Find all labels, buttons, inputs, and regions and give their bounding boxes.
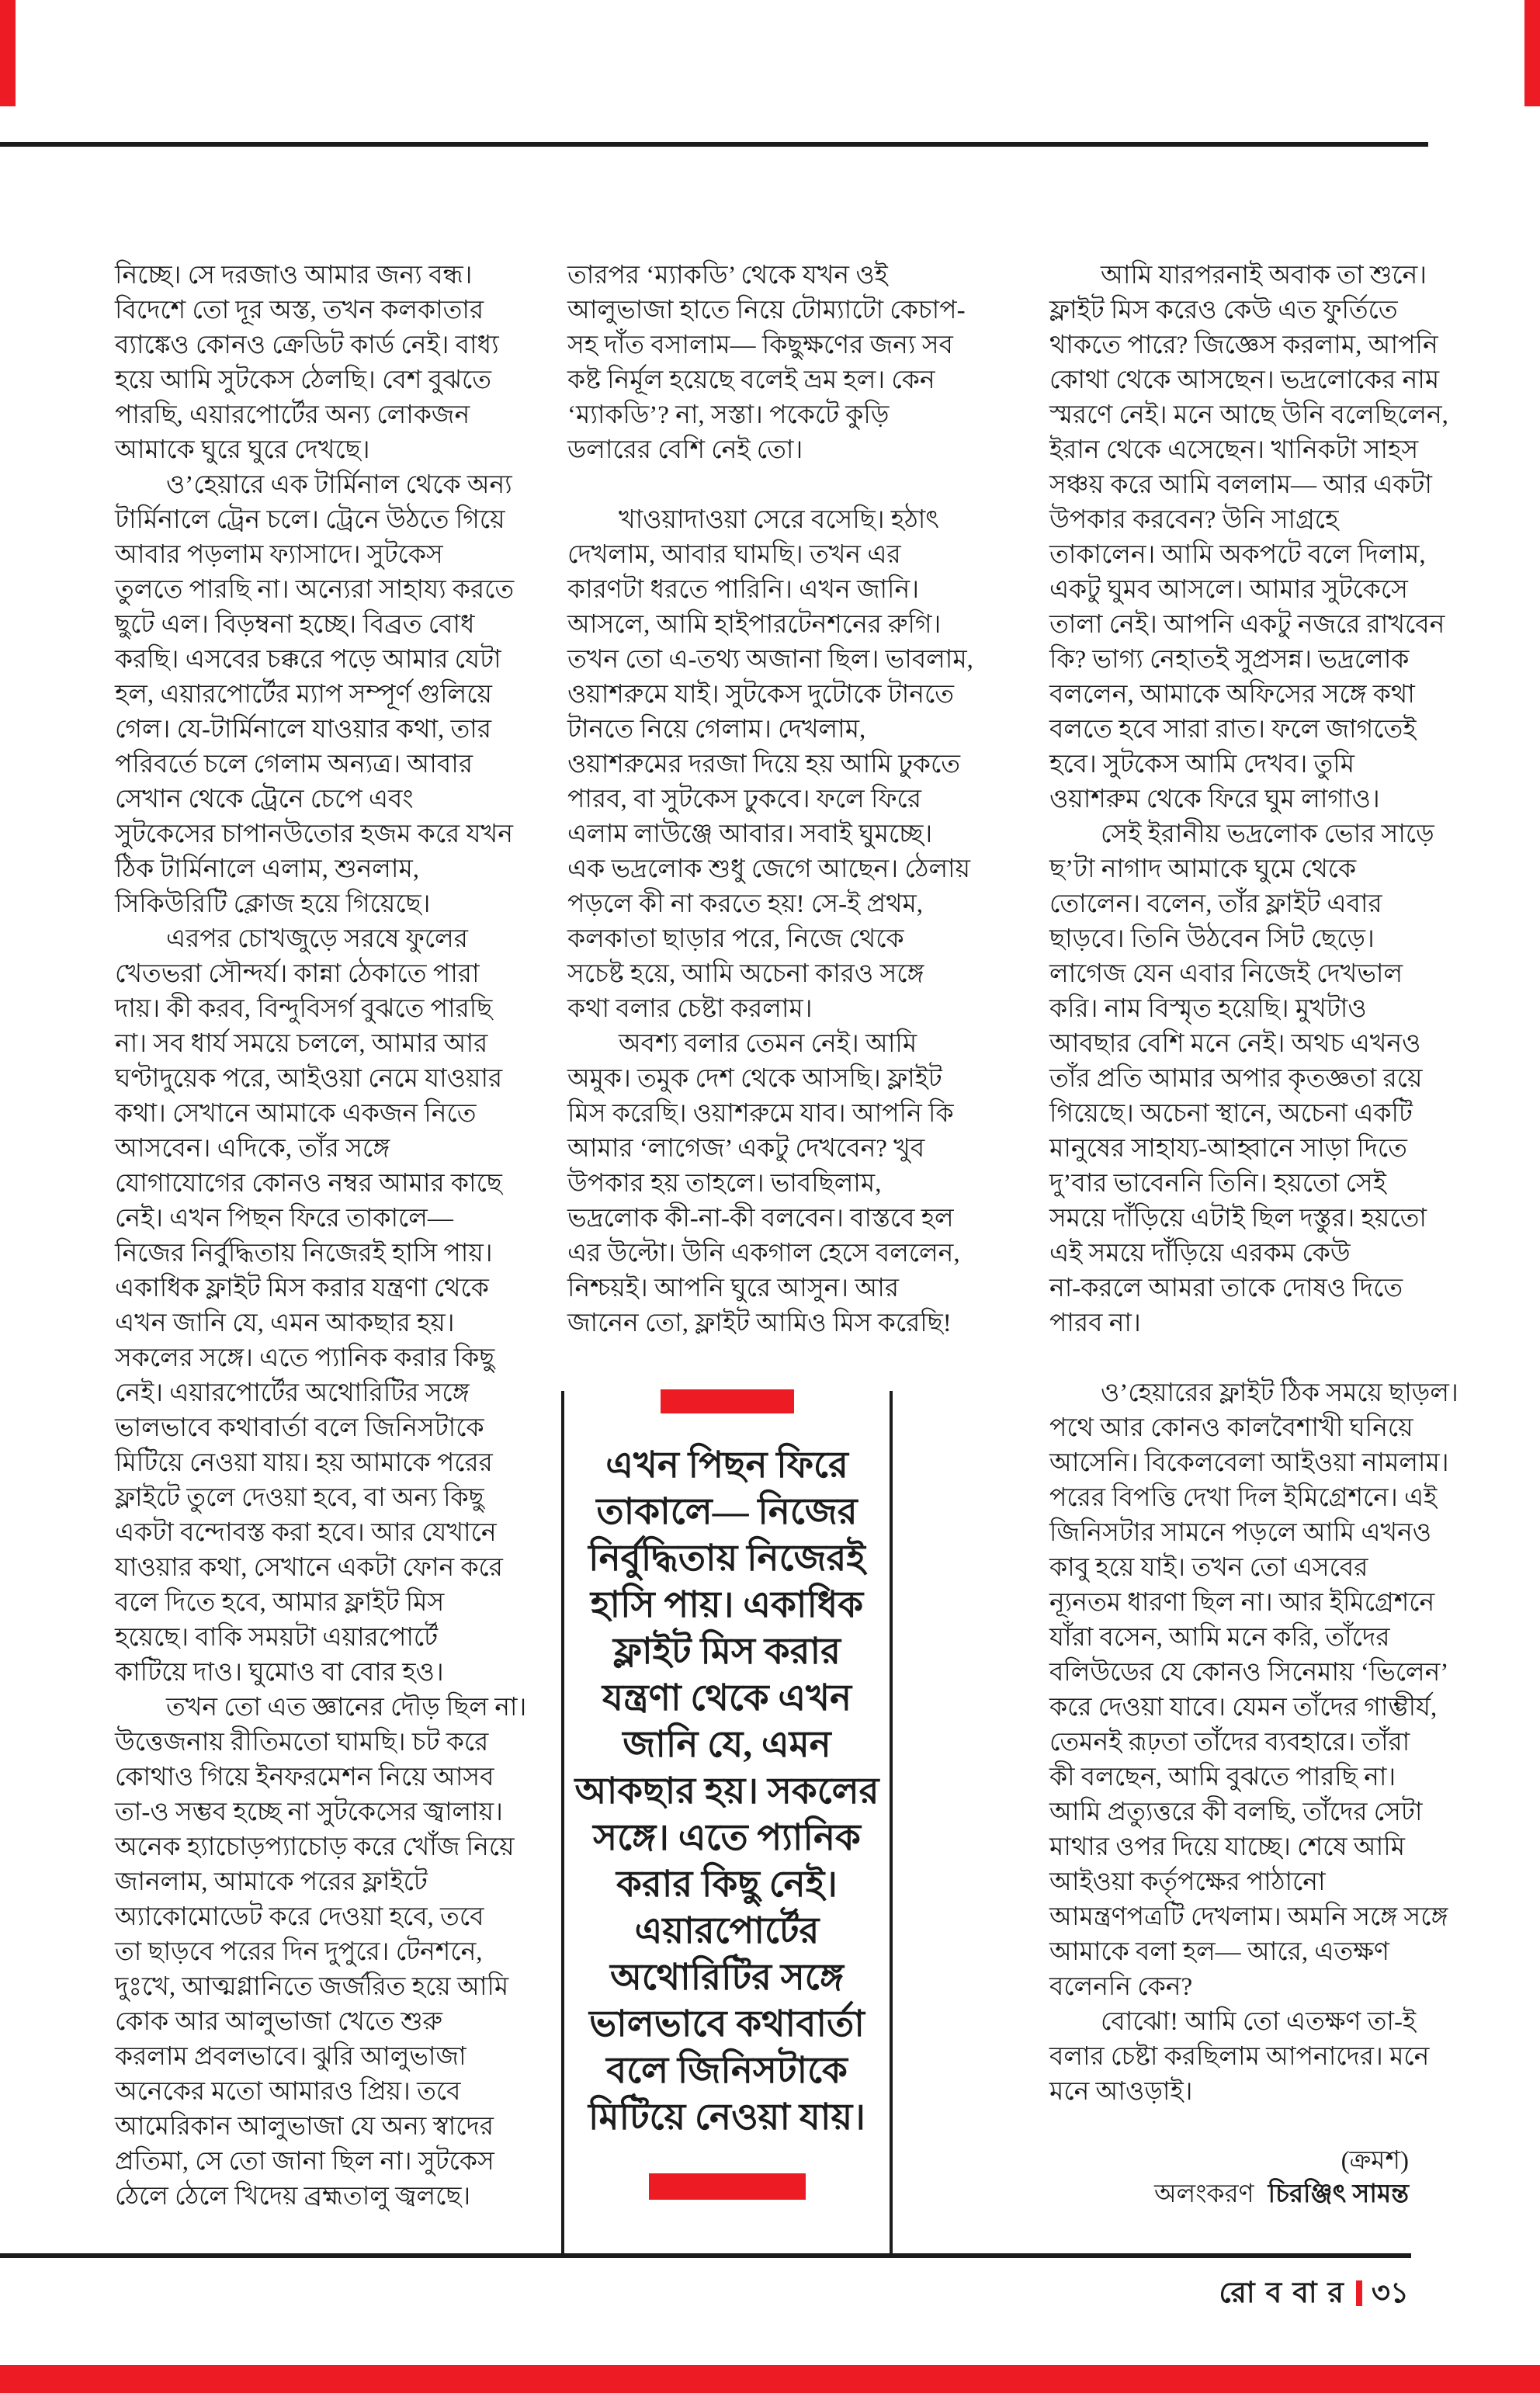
text-line: এরপর চোখজুড়ে সরষে ফুলের <box>115 925 468 953</box>
text-line: আমি প্রত্যুত্তরে কী বলছি, তাঁদের সেটা <box>1049 1798 1423 1826</box>
text-line: ইরান থেকে এসেছেন। খানিকটা সাহস <box>1049 436 1419 464</box>
bottom-rule <box>0 2253 1411 2258</box>
text-line: সঙ্গে। এতে প্যানিক <box>593 1818 861 1858</box>
text-line: প্রতিমা, সে তো জানা ছিল না। সুটকেস <box>115 2148 494 2176</box>
text-line <box>567 468 959 503</box>
bleed-mark-top-left <box>0 0 16 106</box>
footer-red-separator <box>1356 2280 1362 2306</box>
text-line: আমেরিকান আলুভাজা যে অন্য স্বাদের <box>115 2113 494 2141</box>
text-line: আবছার বেশি মনে নেই। অথচ এখনও <box>1049 1030 1421 1058</box>
text-column-2 <box>567 258 973 1341</box>
text-line: বলে দিতে হবে, আমার ফ্লাইট মিস <box>115 1589 445 1617</box>
text-line: পরিবর্তে চলে গেলাম অন্যত্র। আবার <box>115 751 473 779</box>
text-line: এখন জানি যে, এমন আকছার হয়। <box>115 1309 455 1337</box>
text-line: ও’হেয়ারের ফ্লাইট ঠিক সময়ে ছাড়ল। <box>1049 1379 1458 1407</box>
text-line: জানি যে, এমন <box>623 1725 831 1765</box>
text-line: কোথাও গিয়ে ইনফরমেশন নিয়ে আসব <box>115 1764 494 1791</box>
text-line: তাঁর প্রতি আমার অপার কৃতজ্ঞতা রয়ে <box>1049 1065 1423 1093</box>
text-line: পারব না। <box>1049 1309 1141 1337</box>
text-line: আসেনি। বিকেলবেলা আইওয়া নামলাম। <box>1049 1449 1449 1477</box>
text-line: এলাম লাউঞ্জে আবার। সবাই ঘুমচ্ছে। <box>567 820 933 848</box>
text-line: এক ভদ্রলোক শুধু জেগে আছেন। ঠেলায় <box>567 855 971 883</box>
text-line: তেমনই রূঢ়তা তাঁদের ব্যবহারে। তাঁরা <box>1049 1729 1410 1757</box>
text-line: গেল। যে-টার্মিনালে যাওয়ার কথা, তার <box>115 716 492 744</box>
text-line: তখন তো এ-তথ্য অজানা ছিল। ভাবলাম, <box>567 646 973 674</box>
text-line: কলকাতা ছাড়ার পরে, নিজে থেকে <box>567 925 904 953</box>
text-line: ঘণ্টাদুয়েক পরে, আইওয়া নেমে যাওয়ার <box>115 1065 503 1093</box>
text-line: তাকালেন। আমি অকপটে বলে দিলাম, <box>1049 541 1426 569</box>
text-line: একটু ঘুমব আসলে। আমার সুটকেসে <box>1049 576 1408 604</box>
text-line: হল, এয়ারপোর্টের ম্যাপ সম্পূর্ণ গুলিয়ে <box>115 681 492 709</box>
text-line: ফ্লাইটে তুলে দেওয়া হবে, বা অন্য কিছু <box>115 1484 484 1512</box>
pull-quote-bottom-red-bar <box>649 2173 806 2200</box>
text-line: কষ্ট নির্মূল হয়েছে বলেই ভ্রম হল। কেন <box>567 366 935 394</box>
text-line: ঠেলে ঠেলে খিদেয় ব্রহ্মতালু জ্বলছে। <box>115 2183 471 2211</box>
text-line: স্মরণে নেই। মনে আছে উনি বলেছিলেন, <box>1049 401 1448 429</box>
text-line: হাসি পায়। একাধিক <box>590 1585 864 1625</box>
text-line: পারছি, এয়ারপোর্টের অন্য লোকজন <box>115 401 470 429</box>
text-line: বলে জিনিসটাকে <box>606 2051 848 2091</box>
text-line: তোলেন। বলেন, তাঁর ফ্লাইট এবার <box>1049 890 1382 918</box>
text-line: সকলের সঙ্গে। এতে প্যানিক করার কিছু <box>115 1344 495 1372</box>
text-line: দেখলাম, আবার ঘামছি। তখন এর <box>567 541 901 569</box>
text-line: হয়েছে। বাকি সময়টা এয়ারপোর্টে <box>115 1624 439 1652</box>
text-line: দু’বার ভাবেননি তিনি। হয়তো সেই <box>1049 1170 1386 1198</box>
text-line: মানুষের সাহায্য-আহ্বানে সাড়া দিতে <box>1049 1135 1407 1163</box>
text-line: ফ্লাইট মিস করেও কেউ এত ফুর্তিতে <box>1049 297 1398 324</box>
text-line: সচেষ্ট হয়ে, আমি অচেনা কারও সঙ্গে <box>567 960 924 988</box>
text-line: ওয়াশরুম থেকে ফিরে ঘুম লাগাও। <box>1049 786 1380 813</box>
text-line: ছ’টা নাগাদ আমাকে ঘুমে থেকে <box>1049 855 1357 883</box>
pull-quote-text <box>564 1442 890 2141</box>
text-line: নেই। এখন পিছন ফিরে তাকালে— <box>115 1205 453 1233</box>
text-line: করলাম প্রবলভাবে। ঝুরি আলুভাজা <box>115 2043 467 2071</box>
text-line: বললেন, আমাকে অফিসের সঙ্গে কথা <box>1049 681 1415 709</box>
text-line: কথা বলার চেষ্টা করলাম। <box>567 995 813 1023</box>
text-line: টার্মিনালে ট্রেন চলে। ট্রেনে উঠতে গিয়ে <box>115 506 505 534</box>
text-line: পথে আর কোনও কালবৈশাখী ঘনিয়ে <box>1049 1414 1413 1442</box>
text-line: এই সময়ে দাঁড়িয়ে এরকম কেউ <box>1049 1240 1351 1268</box>
text-line: বিদেশে তো দূর অস্ত, তখন কলকাতার <box>115 297 484 324</box>
text-line: আসবেন। এদিকে, তাঁর সঙ্গে <box>115 1135 390 1163</box>
text-line: যাওয়ার কথা, সেখানে একটা ফোন করে <box>115 1554 503 1582</box>
text-line: তা ছাড়বে পরের দিন দুপুরে। টেনশনে, <box>115 1938 483 1966</box>
text-line: করছি। এসবের চক্করে পড়ে আমার যেটা <box>115 646 501 674</box>
text-line: কী বলছেন, আমি বুঝতে পারছি না। <box>1049 1764 1396 1791</box>
text-line: সঞ্চয় করে আমি বললাম— আর একটা <box>1049 471 1432 499</box>
text-line: দুঃখে, আত্মগ্লানিতে জর্জরিত হয়ে আমি <box>115 1973 509 2001</box>
text-line: নিজের নির্বুদ্ধিতায় নিজেরই হাসি পায়। <box>115 1240 493 1268</box>
text-line: যন্ত্রণা থেকে এখন <box>602 1678 852 1718</box>
text-line: মাথার ওপর দিয়ে যাচ্ছে। শেষে আমি <box>1049 1833 1406 1861</box>
text-line: ও’হেয়ারে এক টার্মিনাল থেকে অন্য <box>115 471 512 499</box>
text-line: নেই। এয়ারপোর্টের অথোরিটির সঙ্গে <box>115 1379 470 1407</box>
text-line: কারণটা ধরতে পারিনি। এখন জানি। <box>567 576 919 604</box>
text-line: তারপর ‘ম্যাকডি’ থেকে যখন ওই <box>567 262 888 290</box>
text-line: ব্যাঙ্কেও কোনও ক্রেডিট কার্ড নেই। বাধ্য <box>115 331 499 359</box>
text-line: আমাকে ঘুরে ঘুরে দেখছে। <box>115 436 370 464</box>
text-line: এর উল্টো। উনি একগাল হেসে বললেন, <box>567 1240 960 1268</box>
text-line: অ্যাকোমোডেট করে দেওয়া হবে, তবে <box>115 1903 484 1931</box>
text-line: কোথা থেকে আসছেন। ভদ্রলোকের নাম <box>1049 366 1440 394</box>
text-line: আবার পড়লাম ফ্যাসাদে। সুটকেস <box>115 541 443 569</box>
text-line: সুটকেসের চাপানউতোর হজম করে যখন <box>115 820 513 848</box>
text-line: উপকার হয় তাহলে। ভাবছিলাম, <box>567 1170 882 1198</box>
text-line: লাগেজ যেন এবার নিজেই দেখভাল <box>1049 960 1403 988</box>
text-line: আসলে, আমি হাইপারটেনশনের রুগি। <box>567 611 942 639</box>
text-line: আমি যারপরনাই অবাক তা শুনে। <box>1049 262 1427 290</box>
text-line: অমুক। তমুক দেশ থেকে আসছি। ফ্লাইট <box>567 1065 942 1093</box>
text-line: মিটিয়ে নেওয়া যায়। হয় আমাকে পরের <box>115 1449 493 1477</box>
text-line: ঠিক টার্মিনালে এলাম, শুনলাম, <box>115 855 420 883</box>
text-line: তালা নেই। আপনি একটু নজরে রাখবেন <box>1049 611 1445 639</box>
bleed-mark-top-right <box>1524 0 1540 106</box>
text-line: কোক আর আলুভাজা খেতে শুরু <box>115 2008 442 2036</box>
text-line: ওয়াশরুমের দরজা দিয়ে হয় আমি ঢুকতে <box>567 751 960 779</box>
text-line: অথোরিটির সঙ্গে <box>610 1958 844 1998</box>
text-line: না-করলে আমরা তাকে দোষও দিতে <box>1049 1275 1403 1302</box>
text-line: গিয়েছে। অচেনা স্থানে, অচেনা একটি <box>1049 1100 1413 1128</box>
text-line: করি। নাম বিস্মৃত হয়েছি। মুখটাও <box>1049 995 1367 1023</box>
page-number: ৩১ <box>1371 2277 1409 2309</box>
text-line: সময়ে দাঁড়িয়ে এটাই ছিল দস্তুর। হয়তো <box>1049 1205 1427 1233</box>
text-line: একাধিক ফ্লাইট মিস করার যন্ত্রণা থেকে <box>115 1275 489 1302</box>
text-line: হয়ে আমি সুটকেস ঠেলছি। বেশ বুঝতে <box>115 366 491 394</box>
text-line: খাওয়াদাওয়া সেরে বসেছি। হঠাৎ <box>567 506 939 534</box>
magazine-name: রোববার <box>1219 2277 1354 2309</box>
text-line: পরের বিপত্তি দেখা দিল ইমিগ্রেশনে। এই <box>1049 1484 1438 1512</box>
text-line: করার কিছু নেই। <box>616 1864 838 1905</box>
text-line: মিস করেছি। ওয়াশরুমে যাব। আপনি কি <box>567 1100 954 1128</box>
text-column-1 <box>115 258 527 2214</box>
text-line: বলিউডের যে কোনও সিনেমায় ‘ভিলেন’ <box>1049 1659 1449 1687</box>
text-line: তা-ও সম্ভব হচ্ছে না সুটকেসের জ্বালায়। <box>115 1798 503 1826</box>
text-line: অবশ্য বলার তেমন নেই। আমি <box>567 1030 917 1058</box>
text-line: কি? ভাগ্য নেহাতই সুপ্রসন্ন। ভদ্রলোক <box>1049 646 1410 674</box>
text-line: বোঝো! আমি তো এতক্ষণ তা-ই <box>1049 2008 1417 2036</box>
text-line: খেতভরা সৌন্দর্য। কান্না ঠেকাতে পারা <box>115 960 480 988</box>
text-line: সহ দাঁত বসালাম— কিছুক্ষণের জন্য সব <box>567 331 953 359</box>
text-column-3 <box>1049 258 1458 2110</box>
text-line: না। সব ধার্য সময়ে চললে, আমার আর <box>115 1030 488 1058</box>
text-line: নিশ্চয়ই। আপনি ঘুরে আসুন। আর <box>567 1275 899 1302</box>
text-line: ভদ্রলোক কী-না-কী বলবেন। বাস্তবে হল <box>567 1205 954 1233</box>
text-line: ছুটে এল। বিড়ম্বনা হচ্ছে। বিব্রত বোধ <box>115 611 475 639</box>
text-line: পারব, বা সুটকেস ঢুকবে। ফলে ফিরে <box>567 786 921 813</box>
text-line: দায়। কী করব, বিন্দুবিসর্গ বুঝতে পারছি <box>115 995 493 1023</box>
text-line: ভালভাবে কথাবার্তা বলে জিনিসটাকে <box>115 1414 484 1442</box>
text-line: জানলাম, আমাকে পরের ফ্লাইটে <box>115 1868 428 1896</box>
text-line: জিনিসটার সামনে পড়লে আমি এখনও <box>1049 1519 1432 1547</box>
top-rule <box>0 142 1428 147</box>
text-line: আকছার হয়। সকলের <box>574 1771 879 1812</box>
text-line: যাঁরা বসেন, আমি মনে করি, তাঁদের <box>1049 1624 1390 1652</box>
text-line: ফ্লাইট মিস করার <box>613 1632 841 1672</box>
text-line: যোগাযোগের কোনও নম্বর আমার কাছে <box>115 1170 502 1198</box>
text-line: অনেক হ্যাচোড়প্যাচোড় করে খোঁজ নিয়ে <box>115 1833 515 1861</box>
text-line: সেখান থেকে ট্রেনে চেপে এবং <box>115 786 414 813</box>
illustrator-name: চিরঞ্জিৎ সামন্ত <box>1268 2180 1409 2208</box>
text-line: তাকালে— নিজের <box>596 1492 858 1532</box>
text-line: তখন তো এত জ্ঞানের দৌড় ছিল না। <box>115 1694 527 1722</box>
text-line: জানেন তো, ফ্লাইট আমিও মিস করেছি! <box>567 1309 952 1337</box>
pull-quote <box>561 1391 893 2256</box>
text-line: আমার ‘লাগেজ’ একটু দেখবেন? খুব <box>567 1135 925 1163</box>
text-line: বলেননি কেন? <box>1049 1973 1193 2001</box>
text-line: সিকিউরিটি ক্লোজ হয়ে গিয়েছে। <box>115 890 431 918</box>
text-line: ‘ম্যাকডি’? না, সস্তা। পকেটে কুড়ি <box>567 401 890 429</box>
text-line: কাটিয়ে দাও। ঘুমোও বা বোর হও। <box>115 1659 444 1687</box>
bottom-red-strip <box>0 2365 1540 2393</box>
text-line: ওয়াশরুমে যাই। সুটকেস দুটোকে টানতে <box>567 681 954 709</box>
text-line: এখন পিছন ফিরে <box>605 1445 848 1486</box>
text-line: উপকার করবেন? উনি সাগ্রহে <box>1049 506 1339 534</box>
text-line: তুলতে পারছি না। অন্যেরা সাহায্য করতে <box>115 576 515 604</box>
text-line: করে দেওয়া যাবে। যেমন তাঁদের গাম্ভীর্য, <box>1049 1694 1438 1722</box>
text-line: উত্তেজনায় রীতিমতো ঘামছি। চট করে <box>115 1729 489 1757</box>
text-line: কাবু হয়ে যাই। তখন তো এসবের <box>1049 1554 1368 1582</box>
text-line: সেই ইরানীয় ভদ্রলোক ভোর সাড়ে <box>1049 820 1434 848</box>
text-line: পড়লে কী না করতে হয়! সে-ই প্রথম, <box>567 890 924 918</box>
text-line: বলার চেষ্টা করছিলাম আপনাদের। মনে <box>1049 2043 1430 2071</box>
text-line: একটা বন্দোবস্ত করা হবে। আর যেখানে <box>115 1519 497 1547</box>
text-line: ছাড়বে। তিনি উঠবেন সিট ছেড়ে। <box>1049 925 1375 953</box>
text-line: মনে আওড়াই। <box>1049 2078 1193 2106</box>
text-line: আমাকে বলা হল— আরে, এতক্ষণ <box>1049 1938 1389 1966</box>
text-line <box>1049 1341 1413 1376</box>
text-line: নিচ্ছে। সে দরজাও আমার জন্য বন্ধ। <box>115 262 473 290</box>
text-line: আলুভাজা হাতে নিয়ে টোম্যাটো কেচাপ- <box>567 297 966 324</box>
text-line: এয়ারপোর্টের <box>634 1911 820 1951</box>
text-line: ডলারের বেশি নেই তো। <box>567 436 803 464</box>
text-line: হবে। সুটকেস আমি দেখব। তুমি <box>1049 751 1355 779</box>
text-line: অনেকের মতো আমারও প্রিয়। তবে <box>115 2078 461 2106</box>
text-line: আমন্ত্রণপত্রটি দেখলাম। অমনি সঙ্গে সঙ্গে <box>1049 1903 1448 1931</box>
text-line: কথা। সেখানে আমাকে একজন নিতে <box>115 1100 477 1128</box>
illustration-label: অলংকরণ <box>1154 2180 1254 2208</box>
text-line: বলতে হবে সারা রাত। ফলে জাগতেই <box>1049 716 1417 744</box>
credits-block <box>1154 2145 1409 2211</box>
pull-quote-top-red-bar <box>661 1389 794 1413</box>
text-line: মিটিয়ে নেওয়া যায়। <box>588 2097 865 2138</box>
serial-note: (ক্রমশ) <box>1341 2147 1409 2175</box>
text-line: ভালভাবে কথাবার্তা <box>589 2004 865 2044</box>
text-line: নির্বুদ্ধিতায় নিজেরই <box>588 1538 865 1579</box>
illustration-credit <box>1154 2178 1409 2211</box>
page-footer <box>1219 2270 1409 2318</box>
text-line: টানতে নিয়ে গেলাম। দেখলাম, <box>567 716 866 744</box>
text-line: আইওয়া কর্তৃপক্ষের পাঠানো <box>1049 1868 1326 1896</box>
text-line: ন্যূনতম ধারণা ছিল না। আর ইমিগ্রেশনে <box>1049 1589 1435 1617</box>
text-line: থাকতে পারে? জিজ্ঞেস করলাম, আপনি <box>1049 331 1438 359</box>
